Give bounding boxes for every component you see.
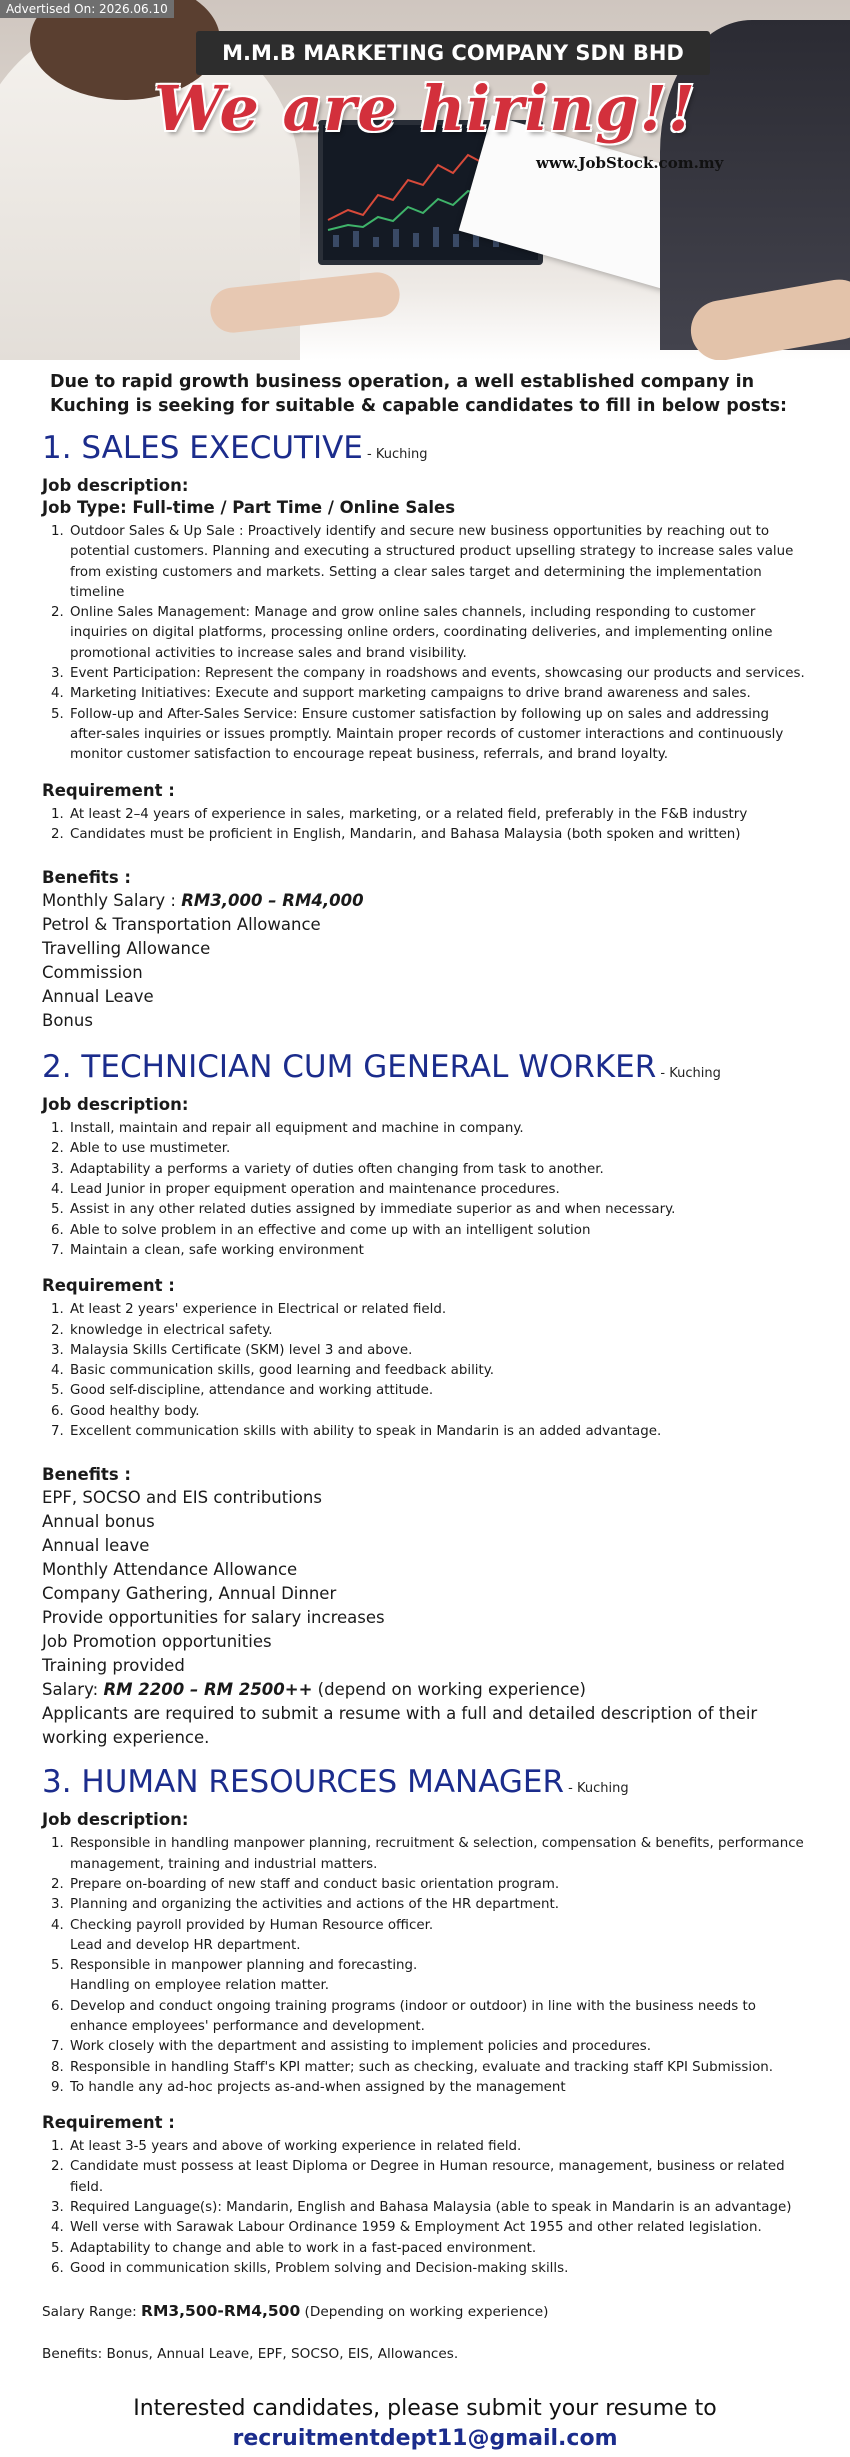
salary-value: RM 2200 – RM 2500++ bbox=[103, 1680, 313, 1700]
benefits-heading: Benefits : bbox=[42, 868, 131, 888]
job-location: - Kuching bbox=[656, 1066, 721, 1082]
list-item: 9. To handle any ad-hoc projects as-and-when assigned by the management bbox=[68, 2078, 808, 2098]
list-item: 1. At least 2–4 years of experience in sales, marketing, or a related field, preferably in the F&B industry bbox=[68, 805, 808, 825]
job-description-list bbox=[42, 1119, 808, 1261]
benefit-item: Company Gathering, Annual Dinner bbox=[42, 1584, 337, 1604]
list-item: 1. Outdoor Sales & Up Sale : Proactively identify and secure new business opportunities by reaching out to potential customers. Planning and executing a structured product upselling strategy to increase sales value from existing customers and markets. Setting a clear sales target and determining the implementation timeline bbox=[68, 522, 808, 603]
list-item: 5. Good self-discipline, attendance and working attitude. bbox=[68, 1381, 808, 1401]
list-item: 7. Excellent communication skills with ability to speak in Mandarin is an added advantage. bbox=[68, 1422, 808, 1442]
list-item: 7. Maintain a clean, safe working environment bbox=[68, 1241, 808, 1261]
list-item: 4. Lead Junior in proper equipment operation and maintenance procedures. bbox=[68, 1180, 808, 1200]
list-item: 8. Responsible in handling Staff's KPI matter; such as checking, evaluate and tracking staff KPI Submission. bbox=[68, 2058, 808, 2078]
requirement-heading: Requirement : bbox=[42, 1276, 175, 1296]
job-description-heading: Job description: bbox=[42, 1810, 189, 1830]
list-item: 2. Online Sales Management: Manage and grow online sales channels, including responding to customer inquiries on digital platforms, processing online orders, coordinating deliveries, and implementing online promotional activities to increase sales and brand visibility. bbox=[68, 603, 808, 664]
list-item: 7. Work closely with the department and assisting to implement policies and procedures. bbox=[68, 2037, 808, 2057]
requirement-heading: Requirement : bbox=[42, 780, 175, 800]
intro-text: Due to rapid growth business operation, a well established company in Kuching is seeking for suitable & capable candidates to fill in below posts: bbox=[50, 372, 788, 416]
benefit-item: EPF, SOCSO and EIS contributions bbox=[42, 1488, 322, 1508]
benefit-item: Training provided bbox=[42, 1656, 185, 1676]
list-item: 3. Adaptability a performs a variety of duties often changing from task to another. bbox=[68, 1160, 808, 1180]
benefits-heading: Benefits : bbox=[42, 1465, 131, 1485]
job-description-list bbox=[42, 522, 808, 766]
job-technician bbox=[42, 1049, 808, 1750]
benefit-item: Annual bonus bbox=[42, 1512, 155, 1532]
salary-line: Salary Range: RM3,500-RM4,500 (Depending on working experience) bbox=[42, 2302, 549, 2321]
list-item: 1. Install, maintain and repair all equipment and machine in company. bbox=[68, 1119, 808, 1139]
footer-instruction: Interested candidates, please submit your resume to bbox=[133, 2396, 717, 2422]
list-item: 2. Able to use mustimeter. bbox=[68, 1139, 808, 1159]
list-item: 6. Good healthy body. bbox=[68, 1402, 808, 1422]
job-hr-manager bbox=[42, 1764, 808, 2364]
job-title: 3. HUMAN RESOURCES MANAGER - Kuching bbox=[42, 1764, 629, 1801]
job-location: - Kuching bbox=[564, 1781, 629, 1797]
hiring-banner bbox=[0, 0, 850, 360]
requirement-list bbox=[42, 1300, 808, 1442]
apply-note: Applicants are required to submit a resume with a full and detailed description of their working experience. bbox=[42, 1704, 758, 1748]
benefit-item: Annual leave bbox=[42, 1536, 150, 1556]
benefit-item: Petrol & Transportation Allowance bbox=[42, 915, 321, 935]
website-link[interactable]: www.JobStock.com.my bbox=[536, 154, 724, 172]
list-item: 5. Assist in any other related duties assigned by immediate superior as and when necessary. bbox=[68, 1200, 808, 1220]
list-item: 2. Candidates must be proficient in English, Mandarin, and Bahasa Malaysia (both spoken and written) bbox=[68, 825, 808, 845]
benefit-item: Provide opportunities for salary increases bbox=[42, 1608, 385, 1628]
benefit-item: Job Promotion opportunities bbox=[42, 1632, 272, 1652]
job-content bbox=[0, 370, 850, 2454]
job-description-heading: Job description: bbox=[42, 476, 189, 495]
job-description-list bbox=[42, 1834, 808, 2098]
list-item: 6. Develop and conduct ongoing training programs (indoor or outdoor) in line with the business needs to enhance employees' performance and development. bbox=[68, 1997, 808, 2038]
footer-contact bbox=[42, 2394, 808, 2454]
benefit-item: Monthly Attendance Allowance bbox=[42, 1560, 298, 1580]
list-item: 6. Able to solve problem in an effective and come up with an intelligent solution bbox=[68, 1221, 808, 1241]
job-title: 1. SALES EXECUTIVE - Kuching bbox=[42, 430, 428, 466]
list-item: 4. Basic communication skills, good learning and feedback ability. bbox=[68, 1361, 808, 1381]
list-item: 5. Follow-up and After-Sales Service: Ensure customer satisfaction by following up on sales and addressing after-sales inquiries or issues promptly. Maintain proper records of customer interactions and continuously monitor customer satisfaction to encourage repeat business, referrals, and brand loyalty. bbox=[68, 705, 808, 766]
salary-line: Monthly Salary : RM3,000 – RM4,000 bbox=[42, 891, 364, 911]
list-item: 5. Adaptability to change and able to work in a fast-paced environment. bbox=[68, 2239, 808, 2259]
list-item: 5. Responsible in manpower planning and forecasting. Handling on employee relation matter. bbox=[68, 1956, 808, 1997]
list-item: 2. Prepare on-boarding of new staff and conduct basic orientation program. bbox=[68, 1875, 808, 1895]
list-item: 3. Event Participation: Represent the company in roadshows and events, showcasing our products and services. bbox=[68, 664, 808, 684]
salary-line: Salary: RM 2200 – RM 2500++ (depend on working experience) bbox=[42, 1680, 586, 1700]
list-item: 1. Responsible in handling manpower planning, recruitment & selection, compensation & benefits, performance management, training and industrial matters. bbox=[68, 1834, 808, 1875]
list-item: 3. Malaysia Skills Certificate (SKM) level 3 and above. bbox=[68, 1341, 808, 1361]
job-title: 2. TECHNICIAN CUM GENERAL WORKER - Kuching bbox=[42, 1049, 721, 1086]
company-name: M.M.B MARKETING COMPANY SDN BHD bbox=[196, 31, 710, 75]
salary-value: RM3,500-RM4,500 bbox=[141, 2302, 301, 2321]
list-item: 3. Planning and organizing the activities and actions of the HR department. bbox=[68, 1895, 808, 1915]
list-item: 2. knowledge in electrical safety. bbox=[68, 1321, 808, 1341]
list-item: 4. Marketing Initiatives: Execute and support marketing campaigns to drive brand awareness and sales. bbox=[68, 684, 808, 704]
job-description-heading: Job description: bbox=[42, 1095, 189, 1115]
job-location: - Kuching bbox=[362, 447, 428, 462]
list-item: 1. At least 2 years' experience in Electrical or related field. bbox=[68, 1300, 808, 1320]
contact-email[interactable]: recruitmentdept11@gmail.com bbox=[232, 2426, 618, 2452]
list-item: 4. Well verse with Sarawak Labour Ordinance 1959 & Employment Act 1955 and other related legislation. bbox=[68, 2218, 808, 2238]
advertised-date: Advertised On: 2026.06.10 bbox=[0, 0, 174, 18]
requirement-list bbox=[42, 2137, 808, 2279]
salary-value: RM3,000 – RM4,000 bbox=[181, 891, 364, 911]
job-type: Job Type: Full-time / Part Time / Online Sales bbox=[42, 498, 456, 517]
hiring-headline: We are hiring!! bbox=[153, 72, 697, 145]
requirement-heading: Requirement : bbox=[42, 2113, 175, 2133]
list-item: 1. At least 3-5 years and above of working experience in related field. bbox=[68, 2137, 808, 2157]
benefit-item: Annual Leave bbox=[42, 987, 154, 1007]
benefit-item: Commission bbox=[42, 963, 143, 983]
list-item: 3. Required Language(s): Mandarin, English and Bahasa Malaysia (able to speak in Mandarin is an advantage) bbox=[68, 2198, 808, 2218]
list-item: 4. Checking payroll provided by Human Resource officer. Lead and develop HR department. bbox=[68, 1916, 808, 1957]
benefit-item: Bonus bbox=[42, 1011, 93, 1031]
benefits-line: Benefits: Bonus, Annual Leave, EPF, SOCSO, EIS, Allowances. bbox=[42, 2346, 459, 2363]
requirement-list bbox=[42, 805, 808, 846]
benefit-item: Travelling Allowance bbox=[42, 939, 211, 959]
job-sales-executive bbox=[42, 430, 808, 1033]
list-item: 2. Candidate must possess at least Diploma or Degree in Human resource, management, business or related field. bbox=[68, 2157, 808, 2198]
list-item: 6. Good in communication skills, Problem solving and Decision-making skills. bbox=[68, 2259, 808, 2279]
